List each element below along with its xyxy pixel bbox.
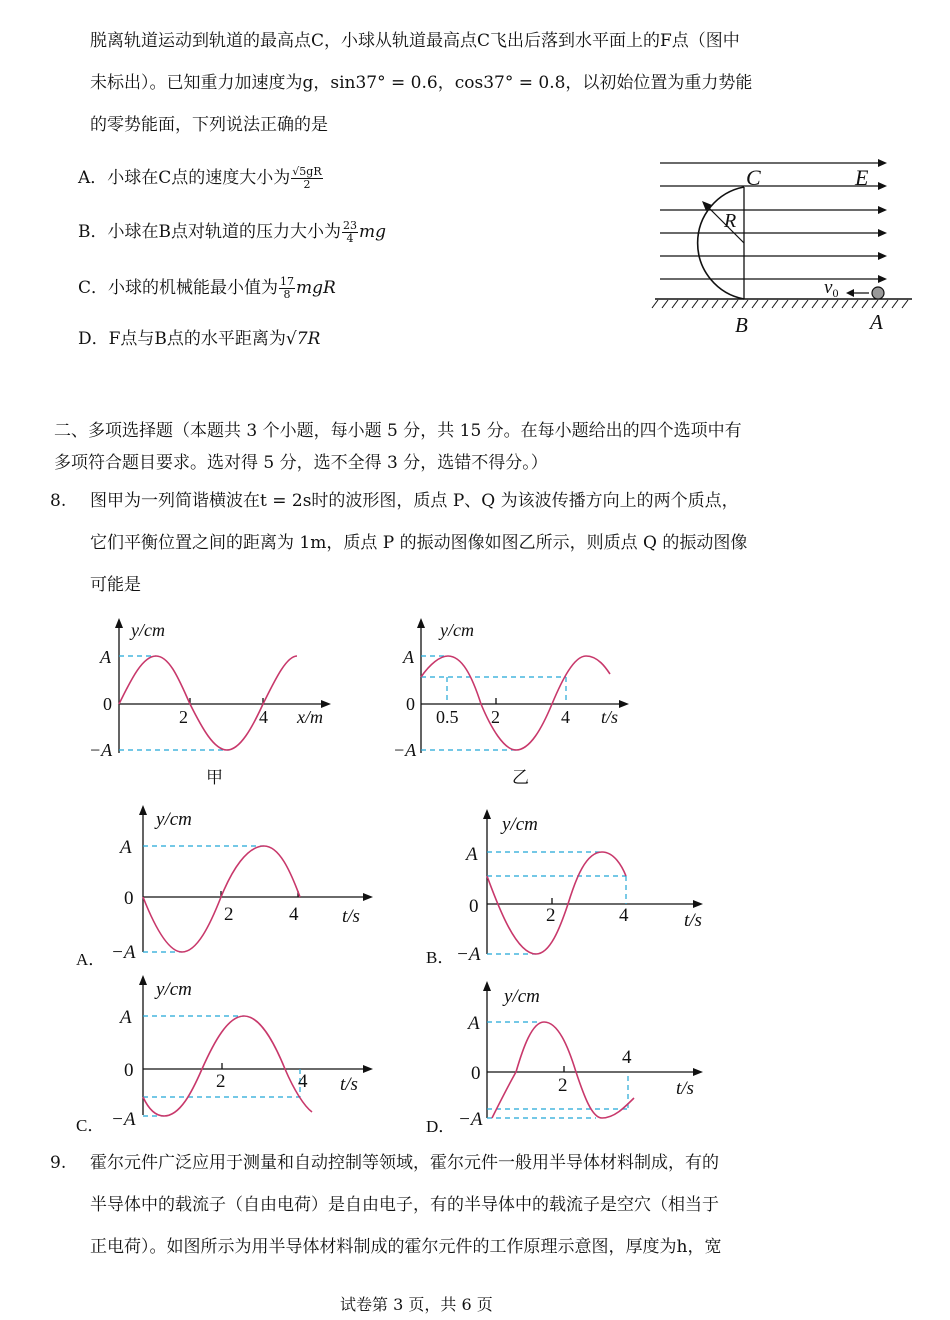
svg-text:−A: −A xyxy=(456,944,481,965)
q9-line-2: 半导体中的载流子（自由电荷）是自由电子，有的半导体中的载流子是空穴（相当于 xyxy=(90,1195,719,1215)
section2-line-2: 多项符合题目要求。选对得 5 分，选不全得 3 分，选错不得分。） xyxy=(54,453,548,473)
svg-text:A: A xyxy=(466,844,478,865)
svg-text:A: A xyxy=(100,647,111,667)
label-c: C xyxy=(746,165,761,190)
svg-text:4: 4 xyxy=(298,1071,308,1092)
label-a: A xyxy=(870,310,883,334)
svg-text:x/m: x/m xyxy=(297,707,323,727)
svg-text:−A: −A xyxy=(458,1109,483,1130)
graph-option-c xyxy=(76,970,386,1135)
svg-text:0: 0 xyxy=(103,694,112,714)
section2-line-1: 二、多项选择题（本题共 3 个小题，每小题 5 分，共 15 分。在每小题给出的四个选项中有 xyxy=(54,421,742,441)
svg-text:4: 4 xyxy=(289,904,299,925)
svg-text:y/cm: y/cm xyxy=(502,814,538,835)
svg-text:A: A xyxy=(468,1013,480,1034)
q8-number: 8. xyxy=(50,491,67,511)
svg-text:t/s: t/s xyxy=(676,1078,694,1099)
svg-text:t/s: t/s xyxy=(342,906,360,927)
option-c-letter: C． xyxy=(76,1116,105,1135)
q9-line-1: 霍尔元件广泛应用于测量和自动控制等领域，霍尔元件一般用半导体材料制成，有的 xyxy=(90,1153,719,1173)
svg-text:0: 0 xyxy=(471,1063,481,1084)
q8-line-2: 它们平衡位置之间的距离为 1m，质点 P 的振动图像如图乙所示，则质点 Q 的振动图像 xyxy=(90,533,748,553)
page-footer: 试卷第 3 页，共 6 页 xyxy=(340,1295,493,1314)
svg-text:t/s: t/s xyxy=(340,1074,358,1095)
svg-text:0: 0 xyxy=(124,1060,134,1081)
intro-line-1: 脱离轨道运动到轨道的最高点C，小球从轨道最高点C飞出后落到水平面上的F点（图中 xyxy=(90,31,740,51)
graph-option-a xyxy=(76,800,386,970)
option-d-letter: D． xyxy=(426,1117,456,1136)
q9-line-3: 正电荷）。如图所示为用半导体材料制成的霍尔元件的工作原理示意图，厚度为h，宽 xyxy=(90,1237,722,1257)
svg-text:A: A xyxy=(120,1007,132,1028)
caption-yi: 乙 xyxy=(512,768,529,787)
graph-option-d xyxy=(426,978,726,1138)
svg-text:0.5: 0.5 xyxy=(436,707,459,727)
svg-text:2: 2 xyxy=(179,707,188,727)
option-b-letter: B． xyxy=(426,948,455,967)
graph-jia xyxy=(89,616,340,787)
svg-text:4: 4 xyxy=(259,707,268,727)
caption-jia: 甲 xyxy=(206,768,223,787)
q7-option-b: B．小球在B点对轨道的压力大小为 $\frac{23}{4}$ mg xyxy=(78,219,387,245)
svg-text:2: 2 xyxy=(558,1075,568,1096)
q8-line-1: 图甲为一列简谐横波在t = 2s时的波形图，质点 P、Q 为该波传播方向上的两个质点， xyxy=(90,491,739,511)
svg-text:−A: −A xyxy=(89,740,113,760)
svg-text:A: A xyxy=(403,647,414,667)
svg-text:0: 0 xyxy=(124,888,134,909)
svg-text:y/cm: y/cm xyxy=(156,979,192,1000)
svg-text:4: 4 xyxy=(619,905,629,926)
svg-text:A: A xyxy=(120,837,132,858)
svg-text:−A: −A xyxy=(111,1109,136,1130)
option-a-letter: A． xyxy=(76,950,106,969)
label-v0: $v_0$ xyxy=(824,277,839,300)
svg-text:y/cm: y/cm xyxy=(504,986,540,1007)
svg-text:−A: −A xyxy=(393,740,417,760)
svg-text:2: 2 xyxy=(491,707,500,727)
svg-text:y/cm: y/cm xyxy=(440,620,474,640)
svg-text:2: 2 xyxy=(546,905,556,926)
svg-text:t/s: t/s xyxy=(684,910,702,931)
svg-text:2: 2 xyxy=(216,1071,226,1092)
svg-text:y/cm: y/cm xyxy=(156,809,192,830)
q7-option-c: C．小球的机械能最小值为 $\frac{17}{8}$ mgR xyxy=(78,275,336,301)
track-figure xyxy=(650,155,920,340)
svg-text:y/cm: y/cm xyxy=(131,620,165,640)
svg-text:0: 0 xyxy=(469,896,479,917)
intro-line-3: 的零势能面，下列说法正确的是 xyxy=(90,115,328,135)
q9-number: 9. xyxy=(50,1153,67,1173)
q8-line-3: 可能是 xyxy=(90,575,141,595)
label-e: E xyxy=(855,165,869,190)
intro-line-2: 未标出）。已知重力加速度为g，sin37° = 0.6，cos37° = 0.8，以初始位置为重力势能 xyxy=(90,73,753,93)
svg-text:4: 4 xyxy=(622,1047,632,1068)
svg-text:0: 0 xyxy=(406,694,415,714)
svg-text:−A: −A xyxy=(111,942,136,963)
svg-text:2: 2 xyxy=(224,904,234,925)
svg-text:t/s: t/s xyxy=(601,707,619,727)
label-b: B xyxy=(735,313,748,337)
q7-option-d: D．F点与B点的水平距离为√7R xyxy=(78,329,321,349)
label-r: R xyxy=(724,210,737,232)
svg-text:4: 4 xyxy=(561,707,570,727)
graph-yi xyxy=(393,616,638,787)
graph-option-b xyxy=(426,806,726,976)
q7-option-a: A．小球在C点的速度大小为 $\frac{√5gR}{2}$ xyxy=(78,165,322,191)
